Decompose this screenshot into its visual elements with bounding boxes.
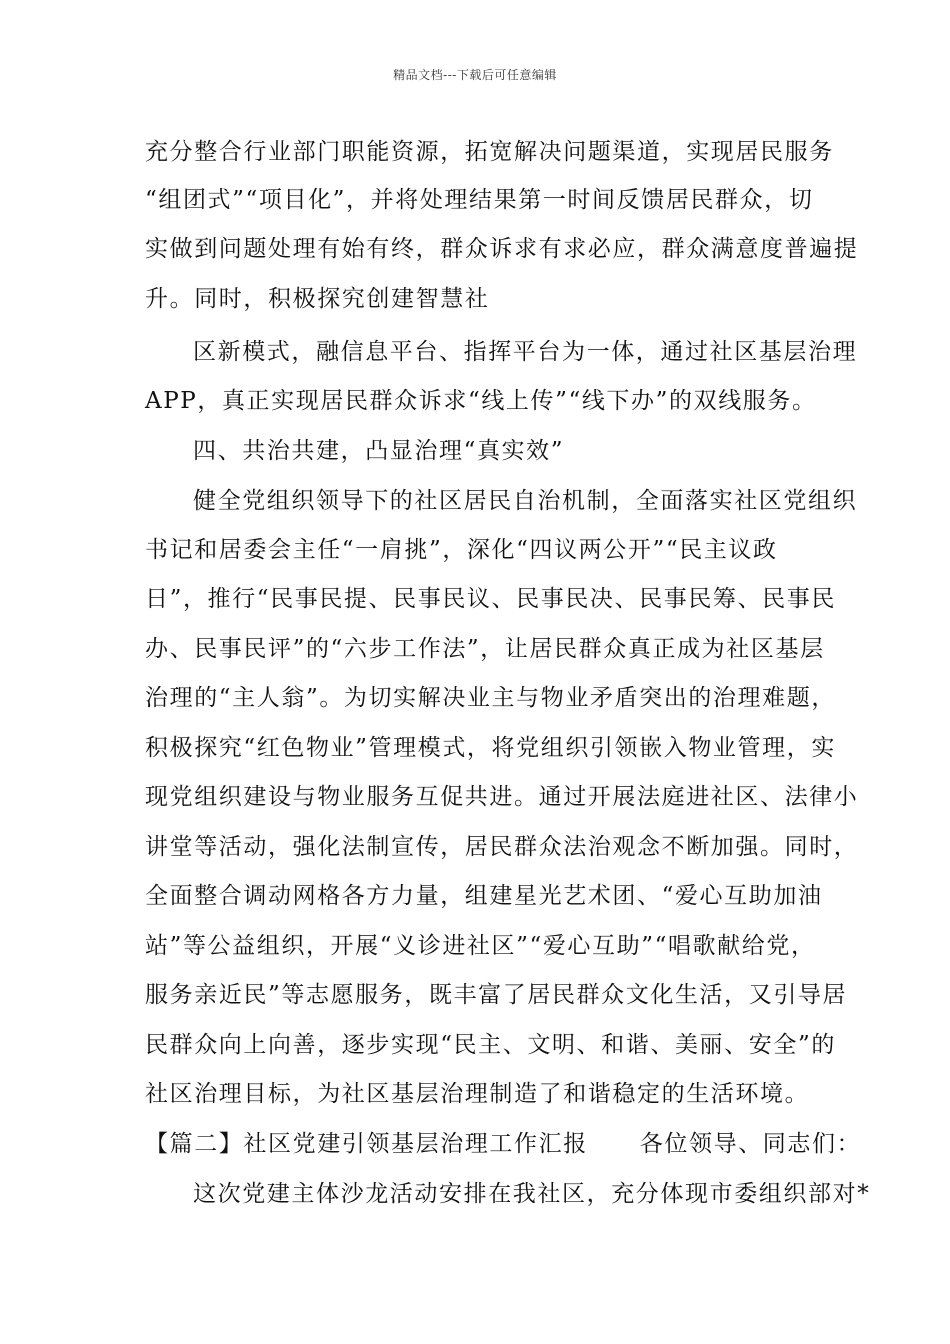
text-line: 实做到问题处理有始有终，群众诉求有求必应，群众满意度普遍提 bbox=[145, 236, 859, 262]
text-line: 区新模式，融信息平台、指挥平台为一体，通过社区基层治理 bbox=[193, 339, 858, 365]
text-line: 治理的“主人翁”。为切实解决业主与物业矛盾突出的治理难题， bbox=[145, 685, 836, 711]
text-line: 书记和居委会主任“一肩挑”，深化“四议两公开”“民主议政 bbox=[145, 537, 778, 563]
salutation: 各位领导、同志们： bbox=[639, 1131, 862, 1157]
section-heading-4: 四、共治共建，凸显治理“真实效” bbox=[193, 438, 565, 464]
text-line: 全面整合调动网格各方力量，组建星光艺术团、“爱心互助加油 bbox=[145, 883, 823, 909]
text-line: 健全党组织领导下的社区居民自治机制，全面落实社区党组织 bbox=[193, 488, 858, 514]
text-line: 办、民事民评”的“六步工作法”，让居民群众真正成为社区基层 bbox=[145, 636, 825, 662]
text-line: 现党组织建设与物业服务互促共进。通过开展法庭进社区、法律小 bbox=[145, 784, 859, 810]
text-line: 民群众向上向善，逐步实现“民主、文明、和谐、美丽、安全”的 bbox=[145, 1032, 836, 1058]
section-heading: 【篇二】社区党建引领基层治理工作汇报 bbox=[145, 1131, 588, 1157]
text-line: 服务亲近民”等志愿服务，既丰富了居民群众文化生活，又引导居 bbox=[145, 982, 848, 1008]
section-heading-line bbox=[145, 1129, 861, 1159]
text-line: 充分整合行业部门职能资源，拓宽解决问题渠道，实现居民服务 bbox=[145, 139, 834, 165]
text-line: 这次党建主体沙龙活动安排在我社区，充分体现市委组织部对* bbox=[193, 1181, 871, 1207]
text-line: 讲堂等活动，强化法制宣传，居民群众法治观念不断加强。同时， bbox=[145, 834, 859, 860]
page-header: 精品文档---下载后可任意编辑 bbox=[393, 68, 557, 82]
text-line: 日”，推行“民事民提、民事民议、民事民决、民事民筹、民事民 bbox=[145, 586, 836, 612]
text-line: 升。同时，积极探究创建智慧社 bbox=[145, 286, 490, 312]
text-line: 社区治理目标，为社区基层治理制造了和谐稳定的生活环境。 bbox=[145, 1081, 810, 1107]
text-line: “组团式”“项目化”，并将处理结果第一时间反馈居民群众，切 bbox=[145, 187, 814, 213]
text-line: 站”等公益组织，开展“义诊进社区”“爱心互助”“唱歌献给党， bbox=[145, 933, 816, 959]
text-line: APP，真正实现居民群众诉求“线上传”“线下办”的双线服务。 bbox=[145, 388, 817, 414]
text-line: 积极探究“红色物业”管理模式，将党组织引领嵌入物业管理，实 bbox=[145, 735, 836, 761]
